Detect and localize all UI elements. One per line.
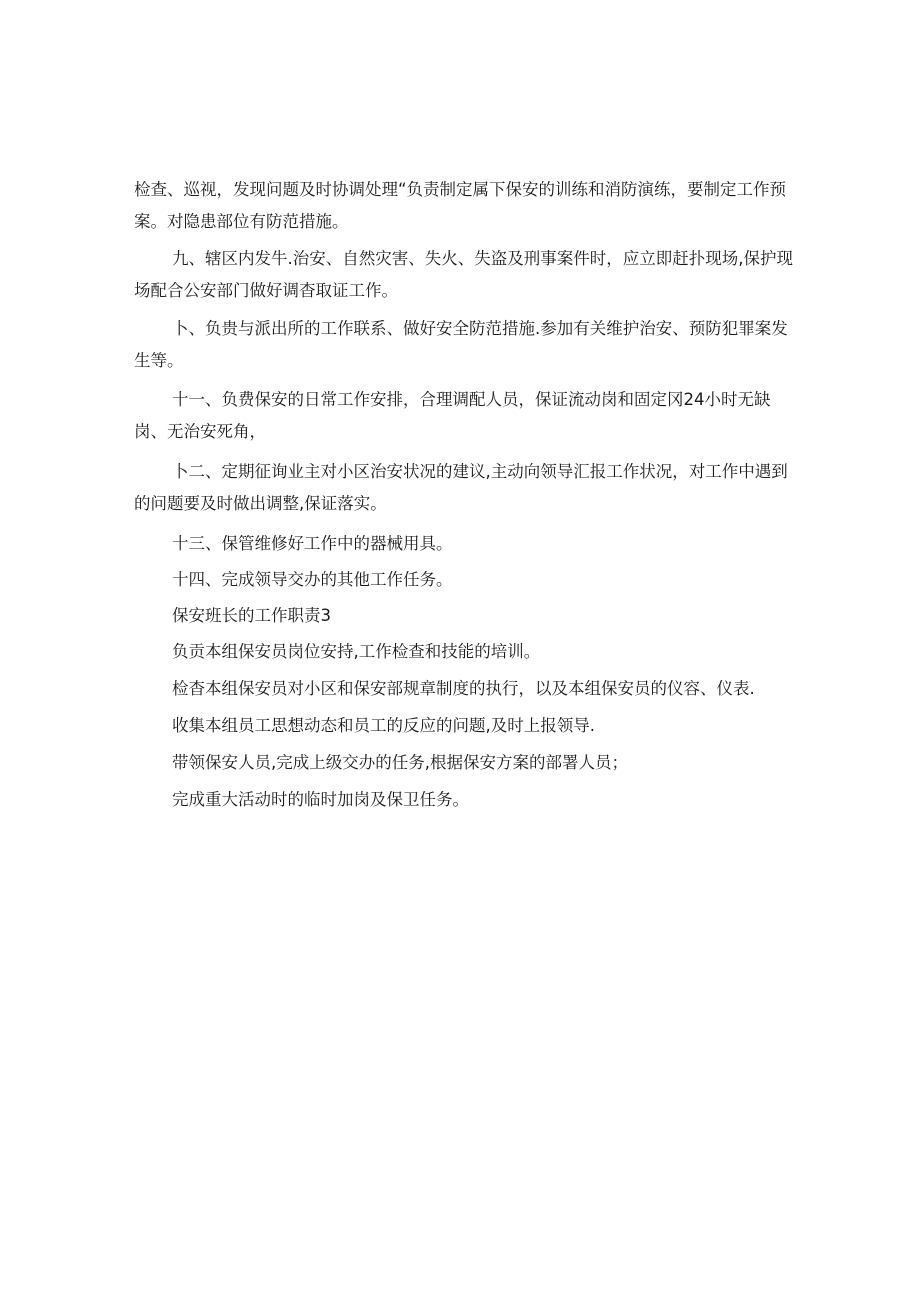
section-heading: 保安班长的工作职责3	[172, 606, 331, 625]
paragraph-item-13: 十三、保管维修好工作中的器械用具。	[172, 534, 453, 553]
paragraph-item-14: 十四、完成领导交办的其他工作任务。	[172, 570, 453, 589]
paragraph-item-12: 卜二、定期征询业主对小区治安状况的建议,主动向领导汇报工作状况，对工作中遇到的问题要及时做出调整,保证落实。	[134, 462, 788, 513]
duty-line-3: 收集本组员工思想动态和员工的反应的问题,及时上报领导.	[172, 716, 595, 735]
paragraph-inspection: 检查、巡视，发现问题及时协调处理“负责制定属下保安的训练和消防演练，要制定工作预案。对隐患部位有防范措施。	[134, 180, 787, 231]
paragraph-item-9: 九、辖区内发牛.治安、自然灾害、失火、失盗及刑事案件时，应立即赶扑现场,保护现场配合公安部门做好调杳取证工作。	[134, 249, 793, 300]
duty-line-5: 完成重大活动时的临时加岗及保卫任务。	[172, 790, 469, 809]
paragraph-item-10: 卜、负贵与派出所的工作联系、做好安全防范措施.参加有关维护治安、预防犯罪案发生等。	[134, 319, 788, 370]
duty-line-4: 带领保安人员,完成上级交办的任务,根据保安方案的部署人员；	[172, 753, 628, 772]
duty-line-2: 检杳本组保安员对小区和保安部规章制度的执行，以及本组保安员的仪容、仪表.	[172, 679, 755, 698]
duty-line-1: 负贡本组保安员岗位安持,工作检查和技能的培训。	[172, 642, 541, 661]
paragraph-item-11: 十一、负费保安的日常工作安排，合理调配人员，保证流动岗和固定冈24小时无缺岗、无治安死角，	[134, 390, 771, 441]
